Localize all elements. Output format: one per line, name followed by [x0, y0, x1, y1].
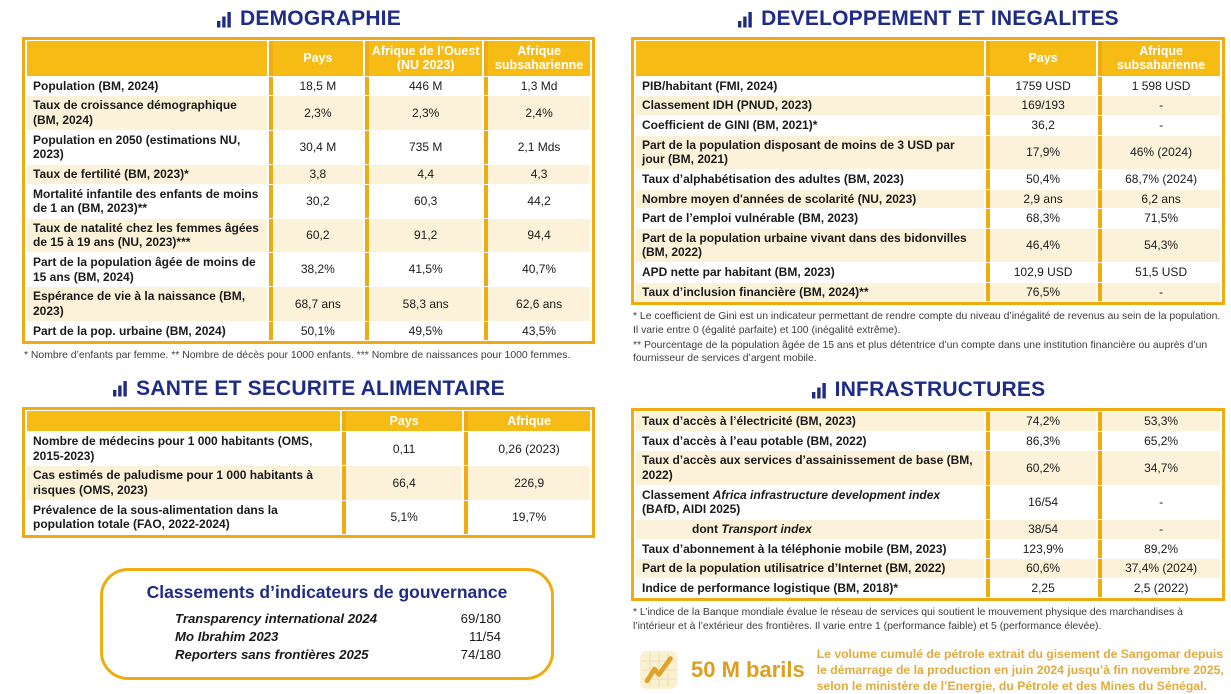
bar-chart-icon	[112, 380, 129, 397]
value-cell: 19,7%	[464, 501, 590, 534]
value-cell: 102,9 USD	[986, 263, 1096, 282]
row-label: Taux d’abonnement à la téléphonie mobile (BM, 2023)	[636, 540, 984, 559]
corner-header-cell	[27, 41, 267, 76]
row-label: Taux de croissance démographique (BM, 2024)	[27, 96, 267, 129]
row-label: Taux d’accès aux services d’assainissement de base (BM, 2022)	[636, 451, 984, 484]
header-row	[27, 411, 590, 431]
value-cell: 49,5%	[365, 322, 482, 341]
table-row	[27, 165, 590, 184]
corner-header-cell	[636, 41, 984, 76]
value-cell: 0,26 (2023)	[464, 432, 590, 465]
value-cell: 58,3 ans	[365, 287, 482, 320]
row-label: Part de la population disposant de moins de 3 USD par jour (BM, 2021)	[636, 136, 984, 169]
row-label: Espérance de vie à la naissance (BM, 2023)	[27, 287, 267, 320]
governance-item-value: 11/54	[468, 629, 501, 645]
value-cell: 60,2	[269, 219, 364, 252]
demographie-table	[22, 37, 595, 344]
value-cell: 41,5%	[365, 253, 482, 286]
value-cell: 60,2%	[986, 451, 1096, 484]
table-row	[636, 486, 1220, 519]
table-row	[636, 190, 1220, 209]
value-cell: 50,1%	[269, 322, 364, 341]
table-row	[27, 466, 590, 499]
row-label: PIB/habitant (FMI, 2024)	[636, 77, 984, 96]
table-row	[636, 283, 1220, 302]
value-cell: 2,3%	[365, 96, 482, 129]
value-cell: 17,9%	[986, 136, 1096, 169]
value-cell: 2,3%	[269, 96, 364, 129]
value-cell: 54,3%	[1098, 229, 1220, 262]
table-row	[27, 501, 590, 534]
value-cell: 2,1 Mds	[484, 131, 590, 164]
row-label: dont Transport index	[636, 520, 984, 539]
line-chart-icon	[639, 650, 679, 690]
table-row	[27, 77, 590, 96]
row-label: Part de la pop. urbaine (BM, 2024)	[27, 322, 267, 341]
row-label: Taux de fertilité (BM, 2023)*	[27, 165, 267, 184]
table-row	[636, 116, 1220, 135]
row-label: Classement IDH (PNUD, 2023)	[636, 96, 984, 115]
header-row	[27, 41, 590, 76]
section-title-text: DEVELOPPEMENT ET INEGALITES	[761, 7, 1119, 30]
row-label: Taux de natalité chez les femmes âgées de 15 à 19 ans (NU, 2023)***	[27, 219, 267, 252]
value-cell: 51,5 USD	[1098, 263, 1220, 282]
oil-production-highlight	[639, 646, 1225, 694]
developpement-footnotes: * Le coefficient de Gini est un indicateur permettant de rendre compte du niveau d’inégalité de revenus au sein de la population. Il varie entre 0 (égalité parfaite) et 100 (inégalité extrême). ** Pourcentage de la population âgée de 15 ans et plus détentrice d’un compte dans une institution financière ou auprès d’un fournisseur de services d’argent mobile.	[633, 311, 1221, 365]
table-row	[636, 263, 1220, 282]
value-cell: 66,4	[342, 466, 462, 499]
value-cell: 37,4% (2024)	[1098, 559, 1220, 578]
row-label: Nombre moyen d'années de scolarité (NU, 2023)	[636, 190, 984, 209]
left-column	[22, 5, 595, 663]
value-cell: 68,7 ans	[269, 287, 364, 320]
row-label: Mortalité infantile des enfants de moins de 1 an (BM, 2023)**	[27, 185, 267, 218]
developpement-title	[631, 7, 1225, 31]
table-row	[636, 451, 1220, 484]
value-cell: 86,3%	[986, 432, 1096, 451]
table-row	[636, 540, 1220, 559]
column-header: Pays	[342, 411, 462, 431]
column-header: Afrique de l’Ouest (NU 2023)	[365, 41, 482, 76]
value-cell: 1759 USD	[986, 77, 1096, 96]
row-label: Population (BM, 2024)	[27, 77, 267, 96]
governance-box	[100, 568, 554, 680]
value-cell: 446 M	[365, 77, 482, 96]
row-label: Taux d’inclusion financière (BM, 2024)**	[636, 283, 984, 302]
row-label: Cas estimés de paludisme pour 1 000 habitants à risques (OMS, 2023)	[27, 466, 340, 499]
bar-chart-icon	[216, 11, 233, 28]
value-cell: 5,1%	[342, 501, 462, 534]
value-cell: 50,4%	[986, 170, 1096, 189]
value-cell: 30,4 M	[269, 131, 364, 164]
table-row	[27, 96, 590, 129]
value-cell: 735 M	[365, 131, 482, 164]
table-row	[27, 219, 590, 252]
value-cell: 34,7%	[1098, 451, 1220, 484]
value-cell: -	[1098, 283, 1220, 302]
value-cell: -	[1098, 486, 1220, 519]
value-cell: 74,2%	[986, 412, 1096, 431]
table-row	[636, 229, 1220, 262]
value-cell: 62,6 ans	[484, 287, 590, 320]
value-cell: 16/54	[986, 486, 1096, 519]
value-cell: 30,2	[269, 185, 364, 218]
bar-chart-icon	[737, 11, 754, 28]
value-cell: 76,5%	[986, 283, 1096, 302]
table-row	[636, 209, 1220, 228]
corner-header-cell	[27, 411, 340, 431]
bar-chart-icon	[811, 382, 828, 399]
value-cell: 94,4	[484, 219, 590, 252]
row-label: Classement Africa infrastructure development index (BAfD, AIDI 2025)	[636, 486, 984, 519]
governance-item-value: 74/180	[460, 647, 501, 663]
sante-table	[22, 407, 595, 538]
row-label: Part de l’emploi vulnérable (BM, 2023)	[636, 209, 984, 228]
value-cell: 2,9 ans	[986, 190, 1096, 209]
table-row	[636, 559, 1220, 578]
value-cell: 4,4	[365, 165, 482, 184]
developpement-table	[631, 37, 1225, 305]
value-cell: 226,9	[464, 466, 590, 499]
right-column	[631, 5, 1225, 694]
value-cell: 60,3	[365, 185, 482, 218]
value-cell: -	[1098, 96, 1220, 115]
value-cell: 3,8	[269, 165, 364, 184]
row-label: Nombre de médecins pour 1 000 habitants (OMS, 2015-2023)	[27, 432, 340, 465]
section-title-text: DEMOGRAPHIE	[240, 7, 401, 30]
value-cell: 53,3%	[1098, 412, 1220, 431]
table-row	[636, 520, 1220, 539]
column-header: Pays	[986, 41, 1096, 76]
table-row	[27, 131, 590, 164]
table-row	[636, 77, 1220, 96]
value-cell: 44,2	[484, 185, 590, 218]
column-header: Pays	[269, 41, 364, 76]
value-cell: 71,5%	[1098, 209, 1220, 228]
infrastructures-footnote: * L’indice de la Banque mondiale évalue le réseau de services qui soutient le mouvement physique des marchandises à l’intérieur et à l’extérieur des frontières. Il varie entre 1 (performance faible) et 5 (performance élevée).	[633, 607, 1183, 633]
value-cell: 2,4%	[484, 96, 590, 129]
value-cell: 46,4%	[986, 229, 1096, 262]
value-cell: 68,7% (2024)	[1098, 170, 1220, 189]
value-cell: 36,2	[986, 116, 1096, 135]
value-cell: 1 598 USD	[1098, 77, 1220, 96]
value-cell: 89,2%	[1098, 540, 1220, 559]
oil-volume-description: Le volume cumulé de pétrole extrait du gisement de Sangomar depuis le démarrage de la production en juin 2024 jusqu’à fin novembre 2025, selon le ministère de l’Energie, du Pétrole et des Mines du Sénégal.	[816, 646, 1224, 694]
column-header: Afrique subsaharienne	[484, 41, 590, 76]
table-row	[27, 253, 590, 286]
row-label: Coefficient de GINI (BM, 2021)*	[636, 116, 984, 135]
value-cell: 169/193	[986, 96, 1096, 115]
table-row	[27, 432, 590, 465]
table-row	[636, 579, 1220, 598]
table-row	[636, 96, 1220, 115]
row-label: Part de la population âgée de moins de 15 ans (BM, 2024)	[27, 253, 267, 286]
row-label: Part de la population urbaine vivant dans des bidonvilles (BM, 2022)	[636, 229, 984, 262]
sante-title	[22, 377, 595, 401]
row-label: Taux d’accès à l’électricité (BM, 2023)	[636, 412, 984, 431]
governance-item-label: Reporters sans frontières 2025	[175, 647, 369, 663]
infrastructures-title	[631, 378, 1225, 402]
value-cell: -	[1098, 116, 1220, 135]
column-header: Afrique subsaharienne	[1098, 41, 1220, 76]
value-cell: 43,5%	[484, 322, 590, 341]
value-cell: 91,2	[365, 219, 482, 252]
row-label: Prévalence de la sous-alimentation dans la population totale (FAO, 2022-2024)	[27, 501, 340, 534]
value-cell: 38/54	[986, 520, 1096, 539]
header-row	[636, 41, 1220, 76]
value-cell: 2,5 (2022)	[1098, 579, 1220, 598]
table-row	[27, 287, 590, 320]
value-cell: 1,3 Md	[484, 77, 590, 96]
governance-item	[129, 628, 525, 646]
governance-item-value: 69/180	[460, 611, 501, 627]
demographie-title	[22, 7, 595, 31]
demographie-footnote: * Nombre d’enfants par femme. ** Nombre de décès pour 1000 enfants. *** Nombre de naissances pour 1000 femmes.	[24, 350, 571, 362]
table-row	[636, 170, 1220, 189]
value-cell: 18,5 M	[269, 77, 364, 96]
row-label: Population en 2050 (estimations NU, 2023)	[27, 131, 267, 164]
governance-item-label: Mo Ibrahim 2023	[175, 629, 279, 645]
value-cell: 60,6%	[986, 559, 1096, 578]
value-cell: 6,2 ans	[1098, 190, 1220, 209]
row-label: Taux d’alphabétisation des adultes (BM, 2023)	[636, 170, 984, 189]
governance-title: Classements d’indicateurs de gouvernance	[146, 581, 508, 602]
row-label: Part de la population utilisatrice d’Internet (BM, 2022)	[636, 559, 984, 578]
governance-item-label: Transparency international 2024	[175, 611, 378, 627]
infrastructures-table	[631, 408, 1225, 601]
row-label: Indice de performance logistique (BM, 2018)*	[636, 579, 984, 598]
value-cell: 0,11	[342, 432, 462, 465]
oil-volume-value: 50 M barils	[691, 657, 805, 683]
value-cell: 68,3%	[986, 209, 1096, 228]
value-cell: 4,3	[484, 165, 590, 184]
row-label: APD nette par habitant (BM, 2023)	[636, 263, 984, 282]
table-row	[27, 322, 590, 341]
table-row	[636, 432, 1220, 451]
table-row	[636, 136, 1220, 169]
table-row	[636, 412, 1220, 431]
row-label: Taux d’accès à l’eau potable (BM, 2022)	[636, 432, 984, 451]
section-title-text: INFRASTRUCTURES	[834, 378, 1046, 402]
value-cell: 2,25	[986, 579, 1096, 598]
value-cell: 40,7%	[484, 253, 590, 286]
value-cell: 46% (2024)	[1098, 136, 1220, 169]
value-cell: 123,9%	[986, 540, 1096, 559]
governance-item	[129, 610, 525, 628]
column-header: Afrique	[464, 411, 590, 431]
governance-item	[129, 646, 525, 664]
table-row	[27, 185, 590, 218]
value-cell: 38,2%	[269, 253, 364, 286]
governance-list	[129, 610, 525, 664]
value-cell: 65,2%	[1098, 432, 1220, 451]
value-cell: -	[1098, 520, 1220, 539]
section-title-text: SANTE ET SECURITE ALIMENTAIRE	[136, 376, 505, 400]
